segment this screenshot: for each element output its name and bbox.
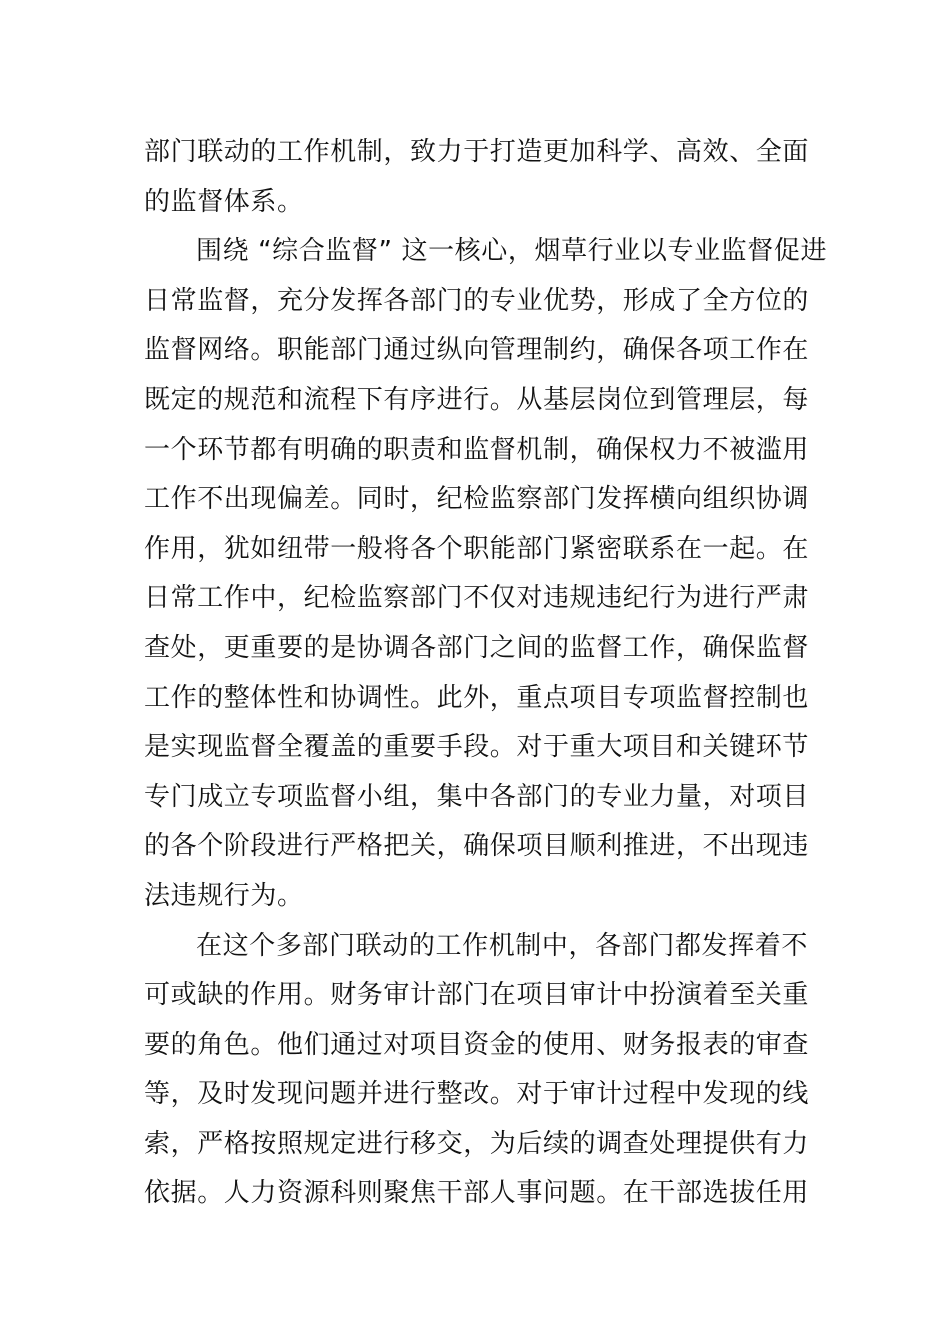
text-line: 是实现监督全覆盖的重要手段。对于重大项目和关键环节 (144, 732, 810, 763)
text-line: 日常工作中，纪检监察部门不仅对违规违纪行为进行严肃 (144, 583, 810, 614)
text-line: 专门成立专项监督小组，集中各部门的专业力量，对项目 (144, 781, 810, 812)
text-line: 依据。人力资源科则聚焦干部人事问题。在干部选拔任用 (144, 1178, 810, 1209)
text-line: 围绕 “综合监督” 这一核心，烟草行业以专业监督促进 (196, 236, 828, 267)
text-line: 法违规行为。 (144, 880, 304, 911)
text-line: 工作的整体性和协调性。此外，重点项目专项监督控制也 (144, 682, 810, 713)
text-line: 的各个阶段进行严格把关，确保项目顺利推进，不出现违 (144, 831, 810, 862)
text-line: 要的角色。他们通过对项目资金的使用、财务报表的审查 (144, 1029, 810, 1060)
text-line: 在这个多部门联动的工作机制中，各部门都发挥着不 (196, 930, 808, 961)
text-line: 既定的规范和流程下有序进行。从基层岗位到管理层，每 (144, 384, 810, 415)
text-line: 查处，更重要的是协调各部门之间的监督工作，确保监督 (144, 632, 810, 663)
text-line: 可或缺的作用。财务审计部门在项目审计中扮演着至关重 (144, 980, 810, 1011)
text-line: 工作不出现偏差。同时，纪检监察部门发挥横向组织协调 (144, 484, 810, 515)
text-line: 部门联动的工作机制，致力于打造更加科学、高效、全面 (144, 137, 810, 167)
text-line: 一个环节都有明确的职责和监督机制，确保权力不被滥用 (144, 434, 810, 465)
body-text (144, 128, 828, 1219)
text-line: 监督网络。职能部门通过纵向管理制约，确保各项工作在 (144, 335, 810, 366)
text-line: 索，严格按照规定进行移交，为后续的调查处理提供有力 (144, 1128, 810, 1159)
text-line: 作用，犹如纽带一般将各个职能部门紧密联系在一起。在 (144, 533, 810, 564)
text-line: 日常监督，充分发挥各部门的专业优势，形成了全方位的 (144, 285, 810, 316)
text-line: 等，及时发现问题并进行整改。对于审计过程中发现的线 (144, 1079, 810, 1110)
text-line: 的监督体系。 (144, 186, 304, 217)
